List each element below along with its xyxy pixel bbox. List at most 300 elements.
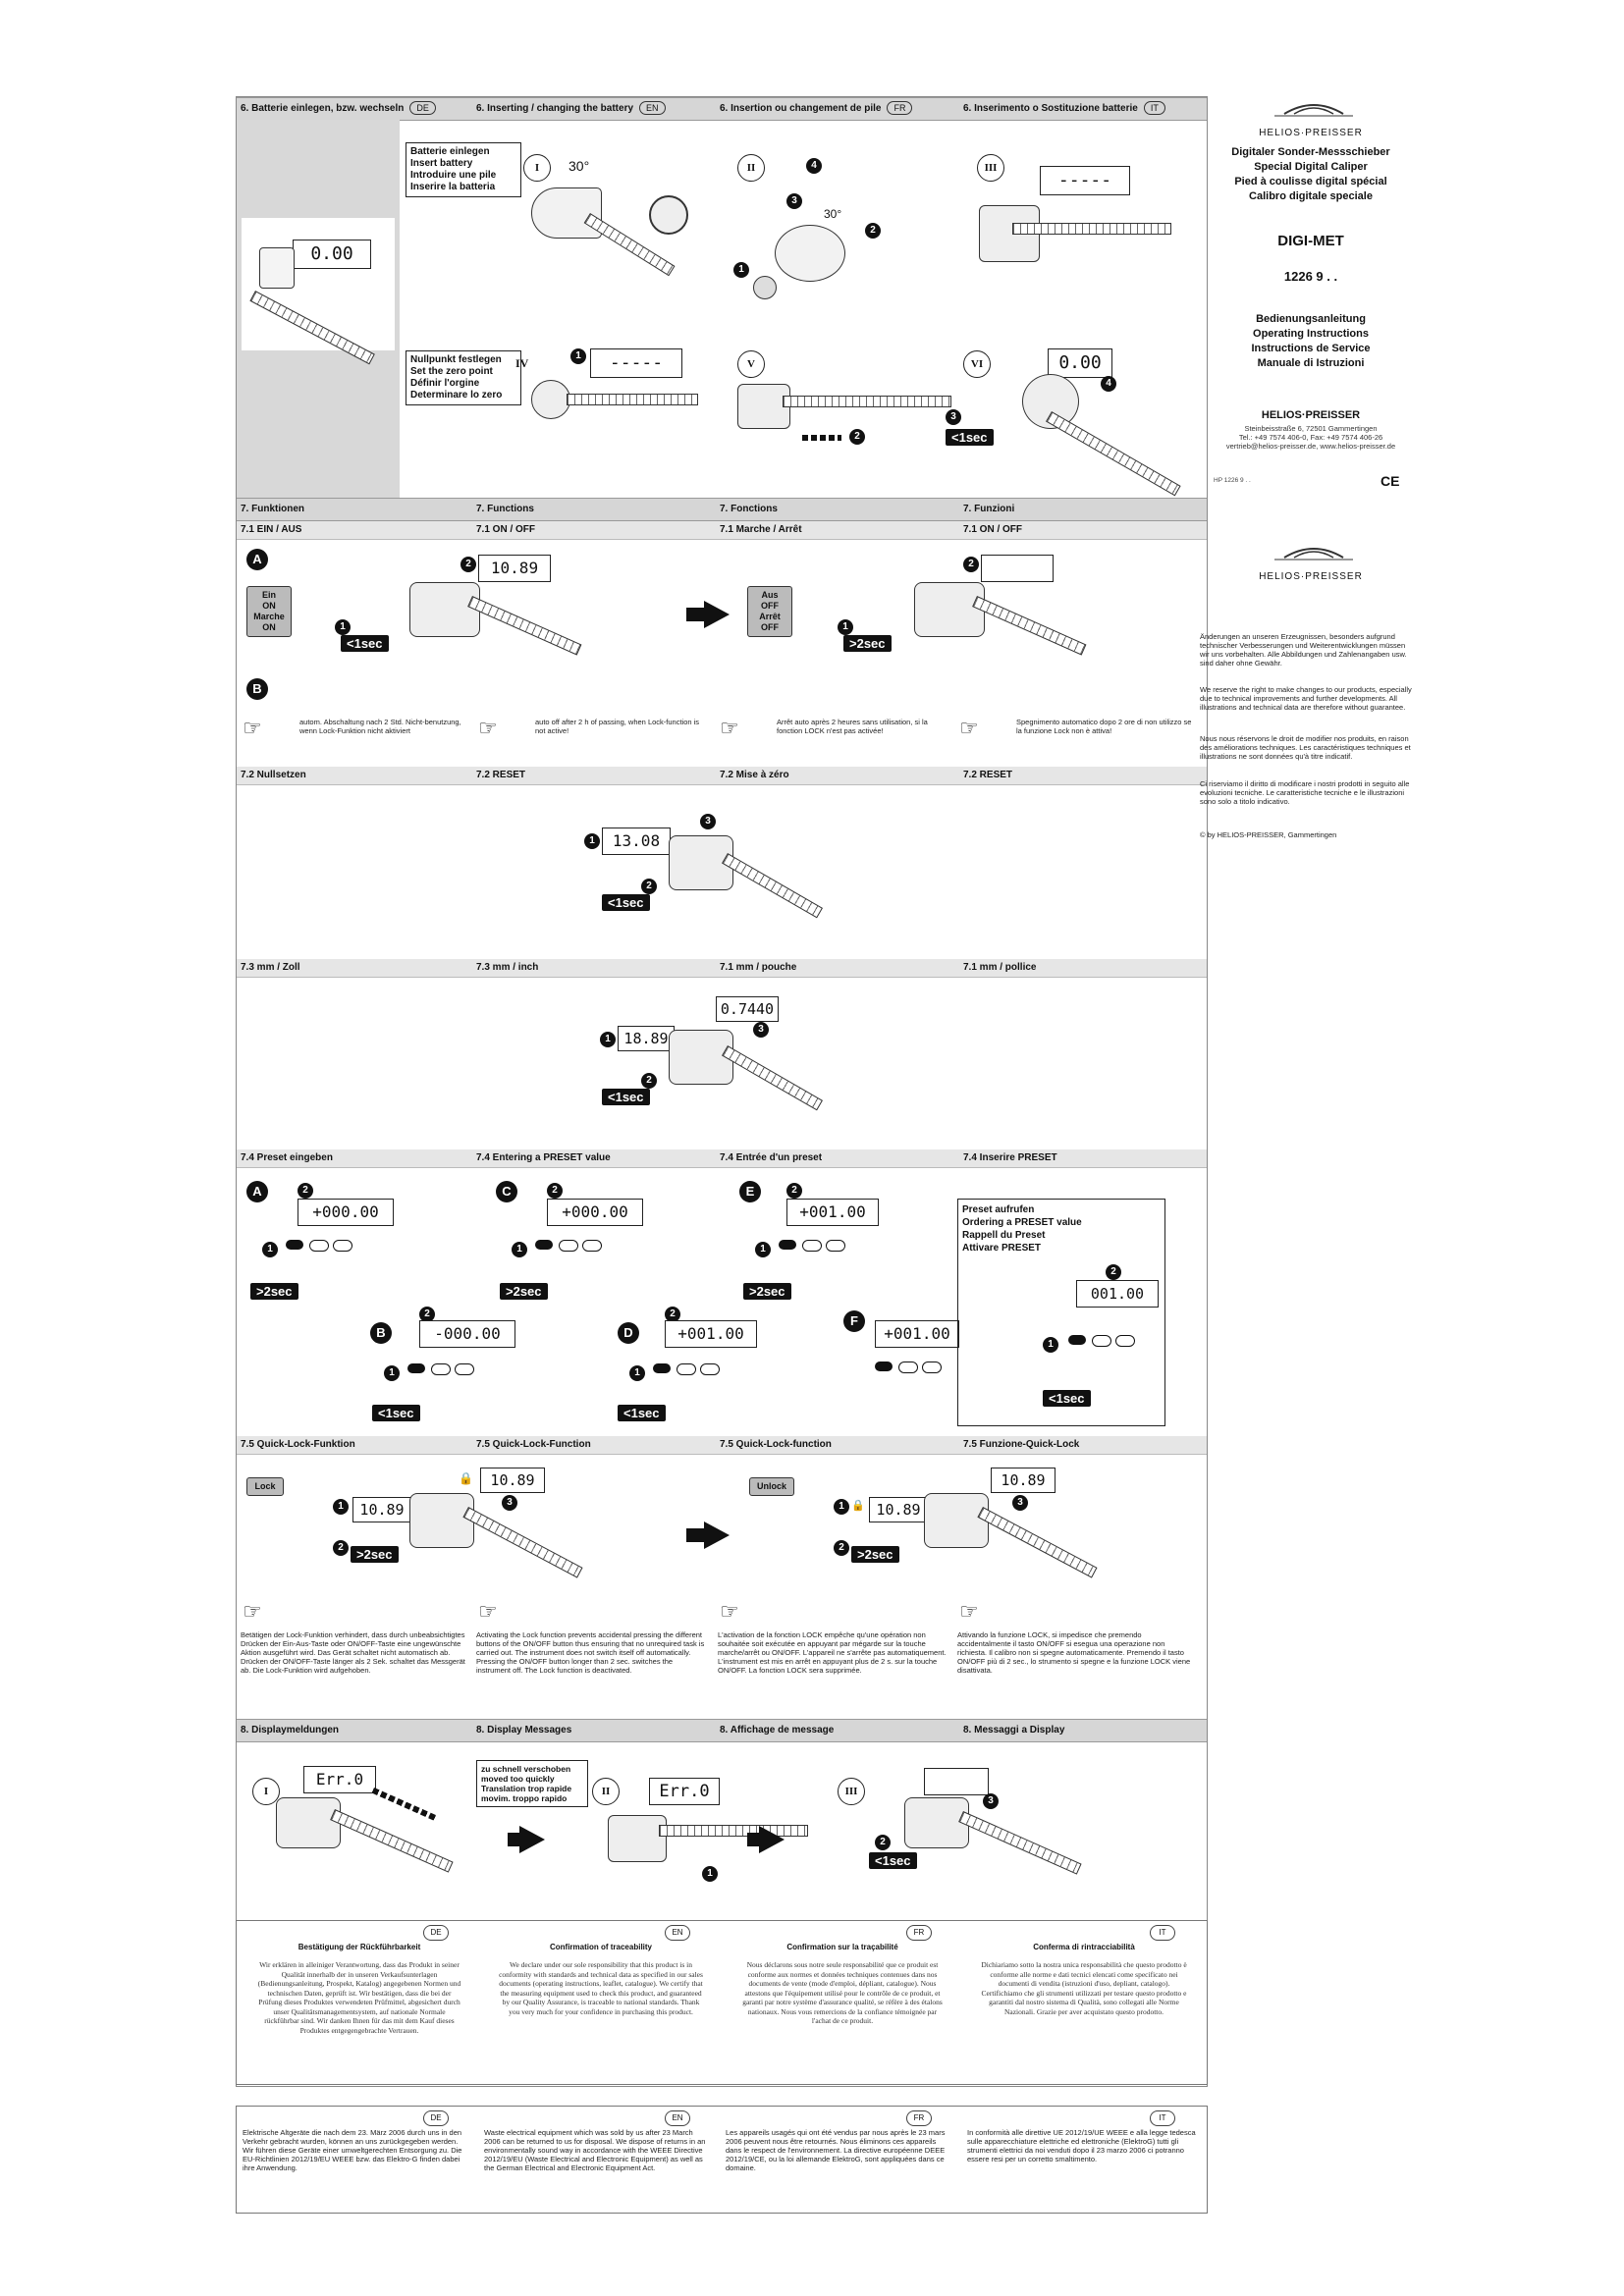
box-line: Batterie einlegen [410, 146, 490, 157]
step-number-1: 1 [629, 1365, 645, 1381]
btn-line: ON [262, 622, 276, 632]
conf-title-en: Confirmation of traceability [549, 1943, 652, 1951]
caliper-head-illustration [904, 1797, 969, 1848]
press-duration-badge: <1sec [602, 894, 650, 911]
section6-header-de [237, 98, 476, 120]
button-row [286, 1240, 354, 1254]
pointing-hand-icon: ☞ [478, 1599, 498, 1624]
btn-line: OFF [761, 601, 779, 611]
preset-line: Rappell du Preset [962, 1230, 1046, 1241]
product-titles [1198, 145, 1424, 204]
lang-badge-fr: FR [906, 1925, 932, 1941]
lock-icon: 🔒 [851, 1500, 865, 1512]
press-duration-badge: <1sec [869, 1852, 917, 1869]
subheader-en: 7.2 RESET [476, 770, 526, 780]
step-I-marker: I [523, 154, 551, 182]
section6-header-it [959, 98, 1211, 120]
brand-name: HELIOS·PREISSER [1259, 128, 1363, 138]
company-name: HELIOS·PREISSER [1261, 409, 1361, 421]
onoff-button-pressed [779, 1240, 796, 1250]
caliper-scale [1046, 411, 1181, 496]
warn-line: Translation trop rapide [481, 1784, 572, 1793]
button [1115, 1335, 1135, 1347]
arrow-right-icon [704, 1522, 730, 1549]
press-duration-badge: <1sec [618, 1405, 666, 1421]
caliper-scale [722, 853, 823, 918]
button-row [407, 1363, 476, 1377]
warn-line: movim. troppo rapido [481, 1793, 568, 1803]
weee-text-fr: Les appareils usagés qui ont été vendus par nous après le 23 mars 2006 peuvent nous être retournés. Nous éliminons ces appareils dans le respect de l'environnement. La directive européenne DEEE 2012/19/CE, ou la loi allemande ElektroG, sont appliquées dans ce domaine. [726, 2128, 946, 2172]
step-number-3: 3 [502, 1495, 517, 1511]
onoff-button-pressed [1068, 1335, 1086, 1345]
button [802, 1240, 822, 1252]
button [898, 1362, 918, 1373]
subheader-en: 7.3 mm / inch [476, 962, 539, 973]
subsection-7-2-header [237, 767, 1207, 785]
onoff-button-pressed [535, 1240, 553, 1250]
button [677, 1363, 696, 1375]
step-number-3: 3 [753, 1022, 769, 1038]
instruction-sheet [236, 96, 1208, 2087]
pointing-hand-icon: ☞ [720, 1599, 739, 1624]
lcd-display-blank [924, 1768, 989, 1795]
fast-move-arrow [372, 1788, 437, 1821]
subheader-de: 7.2 Nullsetzen [241, 770, 306, 780]
step-number-2: 2 [641, 1073, 657, 1089]
lcd-display: ----- [1040, 166, 1130, 195]
pointing-hand-icon: ☞ [243, 1599, 262, 1624]
button [582, 1240, 602, 1252]
section6-header-en [472, 98, 720, 120]
caliper-scale [958, 1811, 1081, 1875]
step-number-3: 3 [700, 814, 716, 829]
step-number-3: 3 [1012, 1495, 1028, 1511]
weee-text-de: Elektrische Altgeräte die nach dem 23. März 2006 durch uns in den Verkehr gebracht wurden, können an uns zurückgegeben werden. Wir führen diese Geräte einer umweltgerechten Entsorgung zu. Die EU-Richtlinien 2012/19/EU WEEE bzw. das Elektro-G finden dabei ihre Anwendung. [243, 2128, 462, 2172]
btn-line: Marche [253, 612, 285, 621]
marker-E: E [739, 1181, 761, 1202]
addr-line: Tel.: +49 7574 406-0, Fax: +49 7574 406-26 [1238, 433, 1383, 442]
pointing-hand-icon: ☞ [959, 716, 979, 740]
step-number-2: 2 [298, 1183, 313, 1199]
step-number-2: 2 [333, 1540, 349, 1556]
lcd-display: 0.00 [1048, 348, 1112, 378]
pointing-hand-icon: ☞ [243, 716, 262, 740]
lock-note-de: Betätigen der Lock-Funktion verhindert, dass durch unbeabsichtigtes Drücken der Ein-Aus-Taste oder ON/OFF-Taste eine ungewünschte Aktion ausgeführt wird. Das Gerät schaltet nicht automatisch ab. Drücken der ON/OFF-Taste länger als 2 Sek. schaltet das Messgerät ab. Die Lock-Funktion wird aufgehoben. [241, 1630, 465, 1675]
step-number-4: 4 [806, 158, 822, 174]
notice-it: Ci riserviamo il diritto di modificare i nostri prodotti in seguito alle evoluzioni tecniche. Le caratteristiche tecniche e le illustrazioni sono solo a titolo indicativo. [1200, 779, 1410, 806]
press-duration-badge: >2sec [351, 1546, 399, 1563]
preset-recall-text [962, 1203, 1082, 1255]
lang-badge: FR [887, 101, 912, 115]
battery-cover-icon [649, 195, 688, 235]
subheader-fr: 7.4 Entrée d'un preset [720, 1152, 823, 1163]
lang-badge: DE [409, 101, 436, 115]
section7-header-de: 7. Funktionen [241, 504, 304, 514]
marker-D: D [618, 1322, 639, 1344]
step-number-3: 3 [946, 409, 961, 425]
lcd-display: 001.00 [1076, 1280, 1159, 1308]
preset-line: Preset aufrufen [962, 1204, 1035, 1215]
arrow-right-icon [704, 601, 730, 628]
off-button-legend [747, 586, 792, 637]
step-number-2: 2 [865, 223, 881, 239]
step-number-3: 3 [983, 1793, 999, 1809]
caliper-head-illustration [914, 582, 985, 637]
lock-button-legend: Lock [246, 1477, 284, 1496]
conf-title-it: Conferma di rintracciabilità [1033, 1943, 1135, 1951]
section8-header-en: 8. Display Messages [476, 1725, 572, 1735]
step-number-1: 1 [702, 1866, 718, 1882]
btn-line: Ein [261, 590, 276, 600]
step-number-2: 2 [1106, 1264, 1121, 1280]
subheader-de: 7.1 EIN / AUS [241, 524, 302, 535]
lcd-display: 10.89 [991, 1468, 1056, 1493]
lcd-display: Err.0 [303, 1766, 376, 1793]
battery-instructions-box [406, 142, 521, 197]
section7-header [237, 498, 1207, 521]
lock-icon: 🔒 [459, 1471, 473, 1485]
lang-badge-en: EN [665, 2110, 690, 2126]
btn-line: Arrêt [759, 612, 781, 621]
section7-header-fr: 7. Fonctions [720, 504, 778, 514]
press-duration-badge: >2sec [500, 1283, 548, 1300]
marker-F: F [843, 1310, 865, 1332]
conf-text-it: Dichiariamo sotto la nostra unica responsabilità che questo prodotto è conforme alle norme e dati tecnici elencati come specificato nei documenti di vendita (istruzioni d'uso, depliant, catalogo). Certifichiamo che gli strumenti utilizzati per testare questo prodotto e garantiti dal nostro sistema di Qualità, sono collegati alle Norme Nazionali. Grazie per aver acquistato questo prodotto. [981, 1960, 1187, 2016]
product-number: 1226 9 . . [1283, 269, 1338, 284]
lcd-display: 10.89 [352, 1497, 411, 1522]
button [1092, 1335, 1111, 1347]
lcd-display: 10.89 [869, 1497, 928, 1522]
subheader-de: 7.3 mm / Zoll [241, 962, 300, 973]
title-line: Special Digital Caliper [1254, 161, 1368, 173]
step-II-marker: II [737, 154, 765, 182]
caliper-scale [972, 596, 1086, 656]
lang-badge: IT [1144, 101, 1165, 115]
btn-line: Aus [761, 590, 779, 600]
step-number-1: 1 [834, 1499, 849, 1515]
marker-B: B [370, 1322, 392, 1344]
lcd-display: 10.89 [478, 555, 551, 582]
step-number-1: 1 [600, 1032, 616, 1047]
addr-line: Steinbeisstraße 6, 72501 Gammertingen [1244, 424, 1378, 433]
subheader-it: 7.2 RESET [963, 770, 1013, 780]
step-II-marker: II [592, 1778, 620, 1805]
helios-preisser-logo [1255, 100, 1373, 126]
lcd-display: 0.00 [293, 240, 371, 269]
subheader-en: 7.1 ON / OFF [476, 524, 536, 535]
subsection-7-5-header [237, 1436, 1207, 1455]
manual-titles [1198, 312, 1424, 371]
document-code: HP 1226 9 . . [1214, 477, 1251, 484]
lcd-display-mm: 18.89 [618, 1026, 675, 1051]
lcd-display: +001.00 [875, 1320, 959, 1348]
lcd-display-blank [981, 555, 1054, 582]
lang-badge-it: IT [1150, 2110, 1175, 2126]
box-line: Set the zero point [410, 366, 493, 377]
press-duration-badge: >2sec [250, 1283, 298, 1300]
subheader-it: 7.4 Inserire PRESET [963, 1152, 1057, 1163]
box-line: Determinare lo zero [410, 390, 503, 400]
caliper-head-illustration [409, 1493, 474, 1548]
product-name: DIGI-MET [1277, 233, 1344, 249]
lang-badge-it: IT [1150, 1925, 1175, 1941]
conf-text-fr: Nous déclarons sous notre seule responsabilité que ce produit est conforme aux normes et données techniques contenues dans nos documents de vente (mode d'emploi, dépliant, catalogue). Nous attestons que l'équipement utilisé pour le contrôle de ce produit, et garanti par notre système d'assurance qualité, se réfère à des étalons nationaux. Nous vous remercions de la confiance témoignée par l'achat de ce produit. [742, 1960, 943, 2025]
pointing-hand-icon: ☞ [478, 716, 498, 740]
step-number-1: 1 [333, 1499, 349, 1515]
arrow-shaft [686, 1528, 706, 1542]
addr-line: vertrieb@helios-preisser.de, www.helios-preisser.de [1225, 442, 1396, 451]
button-row [875, 1362, 944, 1375]
manual-line: Bedienungsanleitung [1256, 313, 1366, 325]
weee-text-it: In conformità alle direttive UE 2012/19/UE WEEE e alla legge tedesca sulle apparecchiature elettriche ed elettroniche (ElektroG) tutti gli strumenti elettrici da noi venduti dopo il 23 marzo 2006 ci potranno essere resi per un corretto smaltimento. [967, 2128, 1196, 2163]
lang-badge-fr: FR [906, 2110, 932, 2126]
on-button-legend [246, 586, 292, 637]
box-line: Définir l'orgine [410, 378, 480, 389]
title-line: Calibro digitale speciale [1249, 190, 1373, 202]
traceability-confirmation-panel [236, 1920, 1208, 2085]
coin-battery-icon [753, 276, 777, 299]
press-duration-badge: <1sec [946, 429, 994, 446]
step-number-4: 4 [1101, 376, 1116, 392]
caliper-scale [977, 1507, 1097, 1578]
conf-text-en: We declare under our sole responsibility that this product is in conformity with standards and technical data as specified in our sales documents (operating instructions, leaflet, catalogue). We certify that the measuring equipment used to check this product, and guaranteed by our Quality Assurance, is traceable to national standards. Thank you very much for your confidence in purchasing this product. [499, 1960, 703, 2016]
button-row [1068, 1335, 1137, 1349]
step-number-2: 2 [963, 557, 979, 572]
battery-illustration [242, 218, 395, 350]
step-I-marker: I [252, 1778, 280, 1805]
step-number-2: 2 [875, 1835, 891, 1850]
lock-note-it: Attivando la funzione LOCK, si impedisce che premendo accidentalmente il tasto ON/OFF si esegua una operazione non richiesta. Il calibro non si spegne automaticamente. Premendo il tasto ON/OFF più di 2 sec., lo strumento si spegne e la funzione LOCK viene disattivata. [957, 1630, 1191, 1675]
subheader-de: 7.5 Quick-Lock-Funktion [241, 1439, 355, 1450]
caliper-head-illustration [276, 1797, 341, 1848]
pointing-hand-icon: ☞ [720, 716, 739, 740]
manual-line: Manuale di Istruzioni [1257, 357, 1365, 369]
logo-mark [1255, 100, 1373, 126]
lcd-display: +000.00 [298, 1199, 394, 1226]
button [309, 1240, 329, 1252]
manual-line: Instructions de Service [1251, 343, 1371, 354]
press-duration-badge: <1sec [341, 635, 389, 652]
step-number-1: 1 [384, 1365, 400, 1381]
header-label: 6. Inserimento o Sostituzione batterie [963, 103, 1138, 114]
header-label: 6. Insertion ou changement de pile [720, 103, 882, 114]
brand-name: HELIOS·PREISSER [1259, 571, 1363, 582]
preset-recall-panel [957, 1199, 1165, 1426]
caliper-scale [783, 396, 951, 407]
title-line: Digitaler Sonder-Messschieber [1231, 146, 1390, 158]
manual-line: Operating Instructions [1253, 328, 1369, 340]
step-number-2: 2 [786, 1183, 802, 1199]
caliper-scale [249, 291, 374, 364]
lcd-display: -000.00 [419, 1320, 515, 1348]
section6-header [237, 97, 1207, 121]
caliper-head-illustration [924, 1493, 989, 1548]
note-de: autom. Abschaltung nach 2 Std. Nicht-benutzung, wenn Lock-Funktion nicht aktiviert [299, 718, 461, 735]
lcd-display: ----- [590, 348, 682, 378]
step-number-2: 2 [419, 1307, 435, 1322]
step-number-1: 1 [335, 619, 351, 635]
push-arrow [802, 435, 841, 441]
lcd-display: 10.89 [480, 1468, 545, 1493]
caliper-head-illustration [531, 380, 570, 419]
btn-line: OFF [761, 622, 779, 632]
company-address [1198, 424, 1424, 451]
header-label: 6. Inserting / changing the battery [476, 103, 634, 114]
warn-line: moved too quickly [481, 1774, 555, 1784]
subsection-7-1-header [237, 521, 1207, 540]
onoff-button-pressed [407, 1363, 425, 1373]
marker-B: B [246, 678, 268, 700]
lock-note-fr: L'activation de la fonction LOCK empêche qu'une opération non souhaitée soit exécutée en appuyant par mégarde sur la touche marche/arrêt ou ON/OFF. L'appareil ne s'arrête pas automatiquement. L'instrument est mis en arrêt en appuyant plus de 2 s. sur la touche ON/OFF. La fonction LOCK sera supprimée. [718, 1630, 947, 1675]
subsection-7-3-header [237, 959, 1207, 978]
marker-C: C [496, 1181, 517, 1202]
step-number-2: 2 [665, 1307, 680, 1322]
step-number-1: 1 [512, 1242, 527, 1257]
arrow-right-icon [519, 1826, 545, 1853]
header-label: 6. Batterie einlegen, bzw. wechseln [241, 103, 405, 114]
button [826, 1240, 845, 1252]
subheader-it: 7.5 Funzione-Quick-Lock [963, 1439, 1080, 1450]
note-fr: Arrêt auto après 2 heures sans utilisation, si la fonction LOCK n'est pas activée! [777, 718, 928, 735]
logo-mark [1255, 544, 1373, 569]
subheader-it: 7.1 ON / OFF [963, 524, 1023, 535]
onoff-button [875, 1362, 893, 1371]
button-row [779, 1240, 847, 1254]
onoff-button-pressed [286, 1240, 303, 1250]
caliper-scale [659, 1825, 808, 1837]
notice-fr: Nous nous réservons le droit de modifier nos produits, en raison des améliorations techniques. Les caractéristiques techniques et illustrations ne sont données qu'à titre indicatif. [1200, 734, 1411, 761]
step-number-3: 3 [786, 193, 802, 209]
lang-badge: EN [639, 101, 666, 115]
press-duration-badge: >2sec [743, 1283, 791, 1300]
lock-note-en: Activating the Lock function prevents accidental pressing the different buttons of the ON/OFF button thus ensuring that no unrequired task is carried out. The instrument does not switch itself off automatically. Pressing the ON/OFF button longer than 2 sec. switches the instrument off. The Lock function is deactivated. [476, 1630, 705, 1675]
step-label: IV [515, 356, 529, 370]
button-row [535, 1240, 604, 1254]
conf-text-de: Wir erklären in alleiniger Verantwortung, dass das Produkt in seiner Qualität innerhalb der in unseren Verkaufsunterlagen (Bedienungsanleitung, Prospekt, Katalog) angegebenen Normen und technischen Daten, geprüft ist. Wir bestätigen, dass die bei der Prüfung dieses Produktes verwendeten Prüfmittel, abgesichert durch unser Qualitätsmanagementsystem, auf nationale Normale rückführbar sind. Wir danken Ihnen für das mit dem Kauf dieses Produktes entgegengebrachte Vertrauen. [257, 1960, 461, 2035]
step-III-marker: III [977, 154, 1004, 182]
lcd-display: Err.0 [649, 1778, 720, 1805]
section6-sidebar [237, 120, 400, 498]
button [455, 1363, 474, 1375]
button [431, 1363, 451, 1375]
subheader-de: 7.4 Preset eingeben [241, 1152, 333, 1163]
caliper-scale [722, 1045, 823, 1110]
preset-line: Attivare PRESET [962, 1243, 1042, 1254]
box-line: Inserire la batteria [410, 182, 496, 192]
step-number-2: 2 [641, 879, 657, 894]
button [559, 1240, 578, 1252]
section8-header [237, 1719, 1207, 1742]
conf-title-fr: Confirmation sur la traçabilité [786, 1943, 898, 1951]
step-number-1: 1 [570, 348, 586, 364]
caliper-scale [567, 394, 698, 405]
note-it: Spegnimento automatico dopo 2 ore di non utilizzo se la funzione Lock non è attiva! [1016, 718, 1192, 735]
step-number-2: 2 [834, 1540, 849, 1556]
caliper-head-illustration [775, 225, 845, 282]
step-number-2: 2 [547, 1183, 563, 1199]
lcd-display: +001.00 [786, 1199, 879, 1226]
caliper-scale [462, 1507, 582, 1578]
btn-line: ON [262, 601, 276, 611]
subheader-fr: 7.2 Mise à zéro [720, 770, 789, 780]
step-number-2: 2 [460, 557, 476, 572]
press-duration-badge: <1sec [372, 1405, 420, 1421]
subheader-fr: 7.5 Quick-Lock-function [720, 1439, 832, 1450]
unlock-button-legend: Unlock [749, 1477, 794, 1496]
button [922, 1362, 942, 1373]
section6-header-fr [716, 98, 963, 120]
lcd-display-inch: 0.7440 [716, 996, 779, 1022]
section7-header-en: 7. Functions [476, 504, 534, 514]
subheader-fr: 7.1 Marche / Arrêt [720, 524, 802, 535]
step-number-1: 1 [838, 619, 853, 635]
moved-too-quickly-box [476, 1760, 588, 1807]
button-row [653, 1363, 722, 1377]
lang-badge-de: DE [423, 2110, 449, 2126]
marker-A: A [246, 1181, 268, 1202]
angle-label: 30° [824, 207, 842, 221]
notice-en: We reserve the right to make changes to our products, especially due to technical improvements and further developments. All illustrations and technical data are therefore without guarantee. [1200, 685, 1412, 712]
helios-preisser-logo [1255, 544, 1373, 569]
subheader-fr: 7.1 mm / pouche [720, 962, 797, 973]
angle-label: 30° [568, 158, 590, 174]
step-number-1: 1 [262, 1242, 278, 1257]
caliper-scale [467, 596, 581, 656]
box-line: Introduire une pile [410, 170, 497, 181]
weee-disposal-panel [236, 2106, 1208, 2214]
marker-A: A [246, 549, 268, 570]
conf-title-de: Bestätigung der Rückführbarkeit [298, 1943, 421, 1951]
subheader-it: 7.1 mm / pollice [963, 962, 1037, 973]
caliper-head-illustration [409, 582, 480, 637]
caliper-scale [1012, 223, 1171, 235]
step-number-1: 1 [584, 833, 600, 849]
lcd-display: 13.08 [602, 828, 671, 855]
arrow-right-icon [759, 1826, 785, 1853]
step-V-marker: V [737, 350, 765, 378]
lang-badge-en: EN [665, 1925, 690, 1941]
weee-text-en: Waste electrical equipment which was sold by us after 23 March 2006 can be returned to us for disposal. We dispose of returns in an environmentally sound way in accordance with the WEEE Directive 2012/19/EU (Waste Electrical and Electronic Equipment) as well as the German Electrical and Electronic Equipment Act. [484, 2128, 706, 2172]
step-number-1: 1 [733, 262, 749, 278]
onoff-button-pressed [653, 1363, 671, 1373]
box-line: Insert battery [410, 158, 473, 169]
step-number-2: 2 [849, 429, 865, 445]
step-VI-marker: VI [963, 350, 991, 378]
section8-header-de: 8. Displaymeldungen [241, 1725, 340, 1735]
note-en: auto off after 2 h of passing, when Lock-function is not active! [535, 718, 700, 735]
step-number-1: 1 [1043, 1337, 1058, 1353]
press-duration-badge: >2sec [843, 635, 892, 652]
caliper-head [259, 247, 295, 289]
step-number-1: 1 [755, 1242, 771, 1257]
ce-mark: CE [1380, 473, 1400, 489]
lang-badge-de: DE [423, 1925, 449, 1941]
section7-header-it: 7. Funzioni [963, 504, 1015, 514]
caliper-head-illustration [608, 1815, 667, 1862]
section8-header-fr: 8. Affichage de message [720, 1725, 835, 1735]
step-IV-marker [515, 356, 528, 371]
arrow-shaft [686, 608, 706, 621]
box-line: Nullpunkt festlegen [410, 354, 502, 365]
step-III-marker: III [838, 1778, 865, 1805]
lcd-display: +001.00 [665, 1320, 757, 1348]
copyright: © by HELIOS-PREISSER, Gammertingen [1200, 830, 1337, 839]
title-line: Pied à coulisse digital spécial [1234, 176, 1387, 187]
subheader-en: 7.5 Quick-Lock-Function [476, 1439, 591, 1450]
subsection-7-4-header [237, 1149, 1207, 1168]
press-duration-badge: <1sec [1043, 1390, 1091, 1407]
press-duration-badge: >2sec [851, 1546, 899, 1563]
